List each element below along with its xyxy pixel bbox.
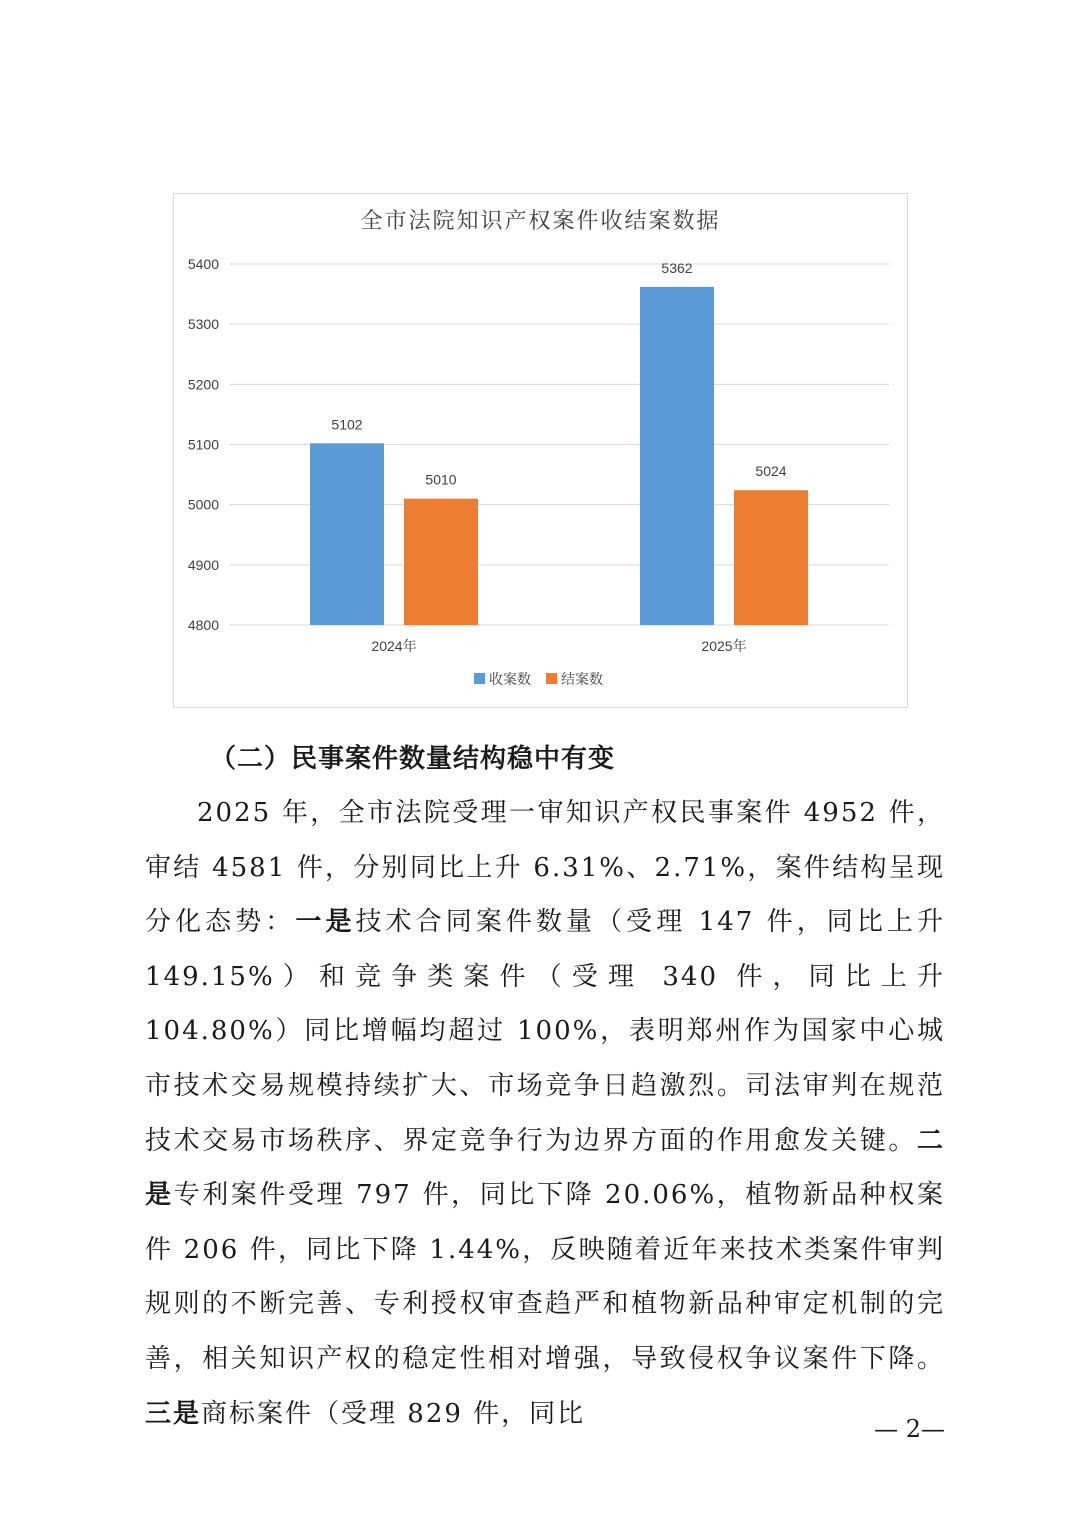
page-number: — 2— — [874, 1415, 945, 1443]
legend-swatch — [546, 673, 557, 684]
bar — [734, 490, 808, 625]
chart-canvas — [174, 194, 909, 709]
data-label: 5024 — [755, 463, 787, 480]
bar — [640, 287, 714, 625]
text-run: 专利案件受理 797 件，同比下降 20.06%，植物新品种权案件 206 件，同比下降 1.44%，反映随着近年来技术类案件审判规则的不断完善、专利授权审查趋严和植物新品种审定机制的完善，相关知识产权的稳定性相对增强，导致侵权争议案件下降。 — [145, 1180, 945, 1374]
y-tick-label: 5100 — [187, 436, 219, 453]
legend-swatch — [474, 673, 485, 684]
x-tick-label: 2024年 — [371, 638, 417, 654]
x-tick-label: 2025年 — [701, 638, 747, 654]
text-run: 2025 年，全市法院受理一审知识产权民事案件 4952 件，审结 4581 件，分别同比上升 6.31%、2.71%，案件结构呈现分化态势： — [145, 798, 945, 938]
body-paragraph — [145, 786, 945, 1441]
bar-chart — [173, 193, 908, 708]
legend-label: 结案数 — [561, 671, 603, 687]
legend-label: 收案数 — [489, 671, 531, 687]
chart-title: 全市法院知识产权案件收结案数据 — [360, 209, 721, 234]
data-label: 5102 — [331, 416, 363, 433]
section-heading: （二）民事案件数量结构稳中有变 — [210, 744, 616, 774]
text-run: 技术合同案件数量（受理 147 件，同比上升 149.15%）和竞争类案件（受理 340 件，同比上升 104.80%）同比增幅均超过 100%，表明郑州作为国家中心城市技术交易规模持续扩大、市场竞争日趋激烈。司法审判在规范技术交易市场秩序、界定竞争行为边界方面的作用愈发关键。 — [145, 907, 945, 1156]
bar — [310, 443, 384, 625]
text-run: 商标案件（受理 829 件，同比 — [201, 1398, 586, 1429]
bold-marker: 一是 — [295, 907, 356, 938]
bar — [404, 499, 478, 625]
y-tick-label: 4800 — [187, 617, 219, 633]
y-tick-label: 5300 — [187, 316, 219, 333]
data-label: 5362 — [661, 259, 693, 276]
bold-marker: 三是 — [145, 1398, 202, 1429]
y-tick-label: 5200 — [187, 376, 219, 393]
data-label: 5010 — [425, 471, 457, 488]
y-tick-label: 5000 — [187, 496, 219, 513]
bold-marker: 二是 — [145, 1125, 945, 1211]
y-tick-label: 4900 — [187, 556, 219, 573]
y-tick-label: 5400 — [187, 256, 219, 272]
